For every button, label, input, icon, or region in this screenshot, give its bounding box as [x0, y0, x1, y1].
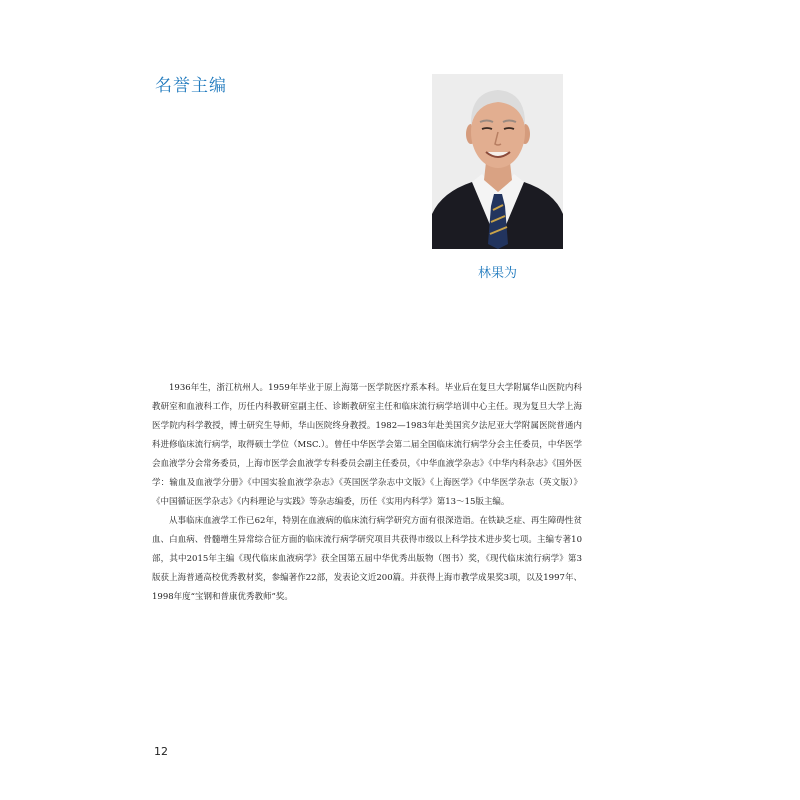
portrait-photo: [432, 74, 563, 249]
portrait-illustration: [432, 74, 563, 249]
bio-paragraph: 1936年生，浙江杭州人。1959年毕业于原上海第一医学院医疗系本科。毕业后在复旦大学附属华山医院内科教研室和血液科工作，历任内科教研室副主任、诊断教研室主任和临床流行病学培训中心主任。现为复旦大学上海医学院内科学教授，博士研究生导师，华山医院终身教授。1982—1983年赴美国宾夕法尼亚大学附属医院普通内科进修临床流行病学，取得硕士学位（MSC.）。曾任中华医学会第二届全国临床流行病学分会主任委员，中华医学会血液学分会常务委员，上海市医学会血液学专科委员会副主任委员，《中华血液学杂志》《中华内科杂志》《国外医学：输血及血液学分册》《中国实验血液学杂志》《英国医学杂志中文版》《上海医学》《中华医学杂志（英文版）》《中国循证医学杂志》《内科理论与实践》等杂志编委，历任《实用内科学》第13～15版主编。: [152, 383, 582, 507]
page-number: 12: [154, 745, 168, 758]
biography: [152, 379, 582, 607]
page-title: 名誉主编: [155, 76, 227, 96]
bio-paragraph: 从事临床血液学工作已62年，特别在血液病的临床流行病学研究方面有很深造诣。在铁缺乏症、再生障碍性贫血、白血病、骨髓增生异常综合征方面的临床流行病学研究项目共获得市级以上科学技术进步奖七项。主编专著10部，其中2015年主编《现代临床血液病学》获全国第五届中华优秀出版物（图书）奖，《现代临床流行病学》第3版获上海普通高校优秀教材奖，参编著作22部，发表论文近200篇。并获得上海市教学成果奖3项，以及1997年、1998年度“宝钢和普康优秀教师”奖。: [152, 516, 582, 602]
portrait-caption: 林果为: [477, 266, 517, 281]
